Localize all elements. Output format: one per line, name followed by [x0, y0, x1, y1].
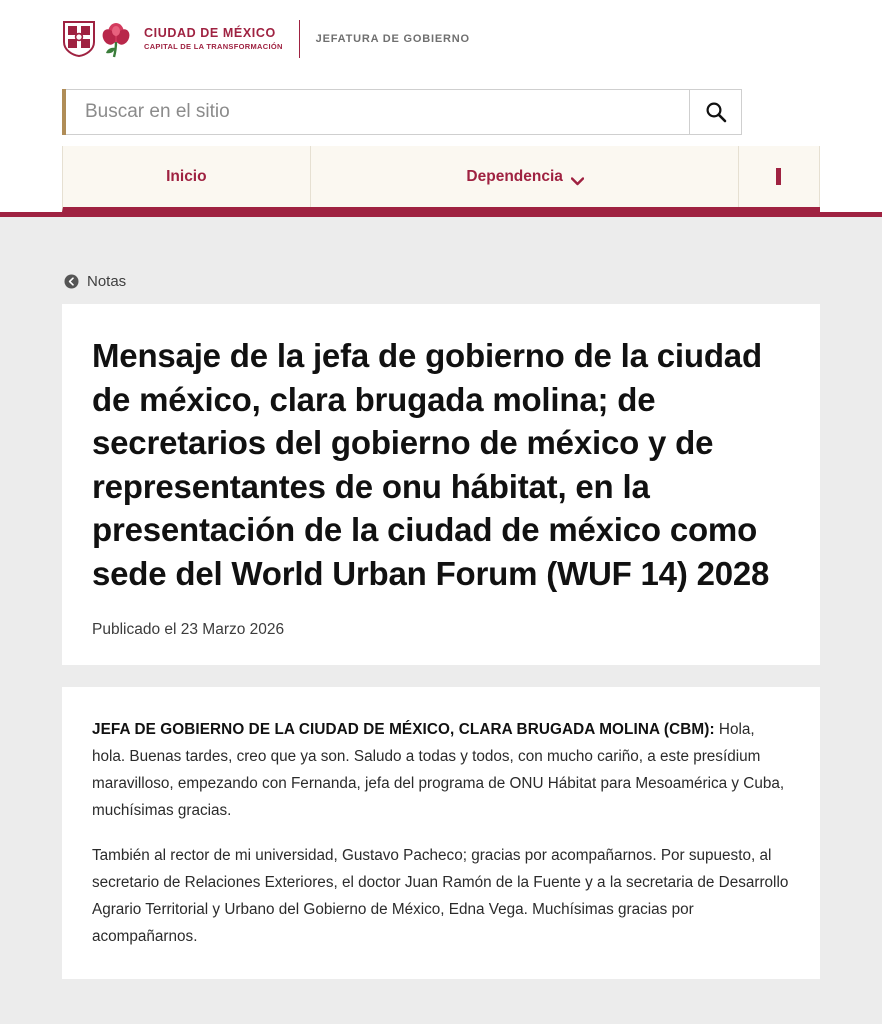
article-body-card: [62, 687, 820, 979]
main-nav: [62, 146, 820, 212]
brand-logo[interactable]: [62, 20, 470, 58]
publish-date: Publicado el 23 Marzo 2026: [92, 621, 285, 639]
article-paragraph-1: [92, 717, 790, 824]
cdmx-shield-icon: [62, 20, 96, 58]
search-input[interactable]: [63, 90, 689, 134]
search-box[interactable]: [62, 89, 742, 135]
brand-divider: [299, 20, 300, 58]
nav-item-inicio[interactable]: [63, 146, 311, 207]
search-button[interactable]: [689, 90, 741, 134]
menu-bar-icon: [776, 168, 781, 185]
article-paragraph-2: También al rector de mi universidad, Gustavo Pacheco; gracias por acompañarnos. Por supuesto, al secretario de Relaciones Exteriores, el doctor Juan Ramón de la Fuente y a la secretaria de Desarrollo Agrario Territorial y Urbano del Gobierno de México, Edna Vega. Muchísimas gracias por acompañarnos.: [92, 847, 789, 945]
search-icon: [705, 101, 727, 123]
brand-subtitle: CAPITAL DE LA TRANSFORMACIÓN: [144, 42, 283, 52]
nav-item-dependencia-label: Dependencia: [466, 167, 563, 185]
breadcrumb-label: Notas: [87, 273, 127, 290]
main-content: [0, 217, 882, 1024]
article-header-card: [62, 304, 820, 665]
brand-text: [144, 27, 283, 51]
department-label: JEFATURA DE GOBIERNO: [315, 33, 470, 45]
breadcrumb[interactable]: [62, 217, 820, 304]
nav-item-dependencia[interactable]: [311, 146, 739, 207]
back-arrow-circle-icon: [64, 274, 79, 289]
chevron-down-icon: [571, 173, 582, 180]
search-section: [0, 78, 882, 146]
brand-title: CIUDAD DE MÉXICO: [144, 26, 276, 40]
nav-item-menu[interactable]: [739, 146, 820, 207]
article-paragraph-1-text: Hola, hola. Buenas tardes, creo que ya son. Saludo a todas y todos, con mucho cariño, a este presídium maravilloso, empezando con Fernanda, jefa del programa de ONU Hábitat para Mesoamérica y Cuba, muchísimas gracias.: [92, 721, 785, 819]
site-header: [0, 0, 882, 78]
nav-outer: [0, 146, 882, 217]
page-title: Mensaje de la jefa de gobierno de la ciudad de méxico, clara brugada molina; de secretarios del gobierno de méxico y de representantes de onu hábitat, en la presentación de la ciudad de méxico como sede del World Urban Forum (WUF 14) 2028: [92, 337, 770, 592]
cdmx-flower-icon: [100, 20, 132, 58]
nav-item-inicio-label: Inicio: [166, 167, 207, 185]
speaker-name: JEFA DE GOBIERNO DE LA CIUDAD DE MÉXICO, CLARA BRUGADA MOLINA (CBM):: [92, 721, 715, 739]
